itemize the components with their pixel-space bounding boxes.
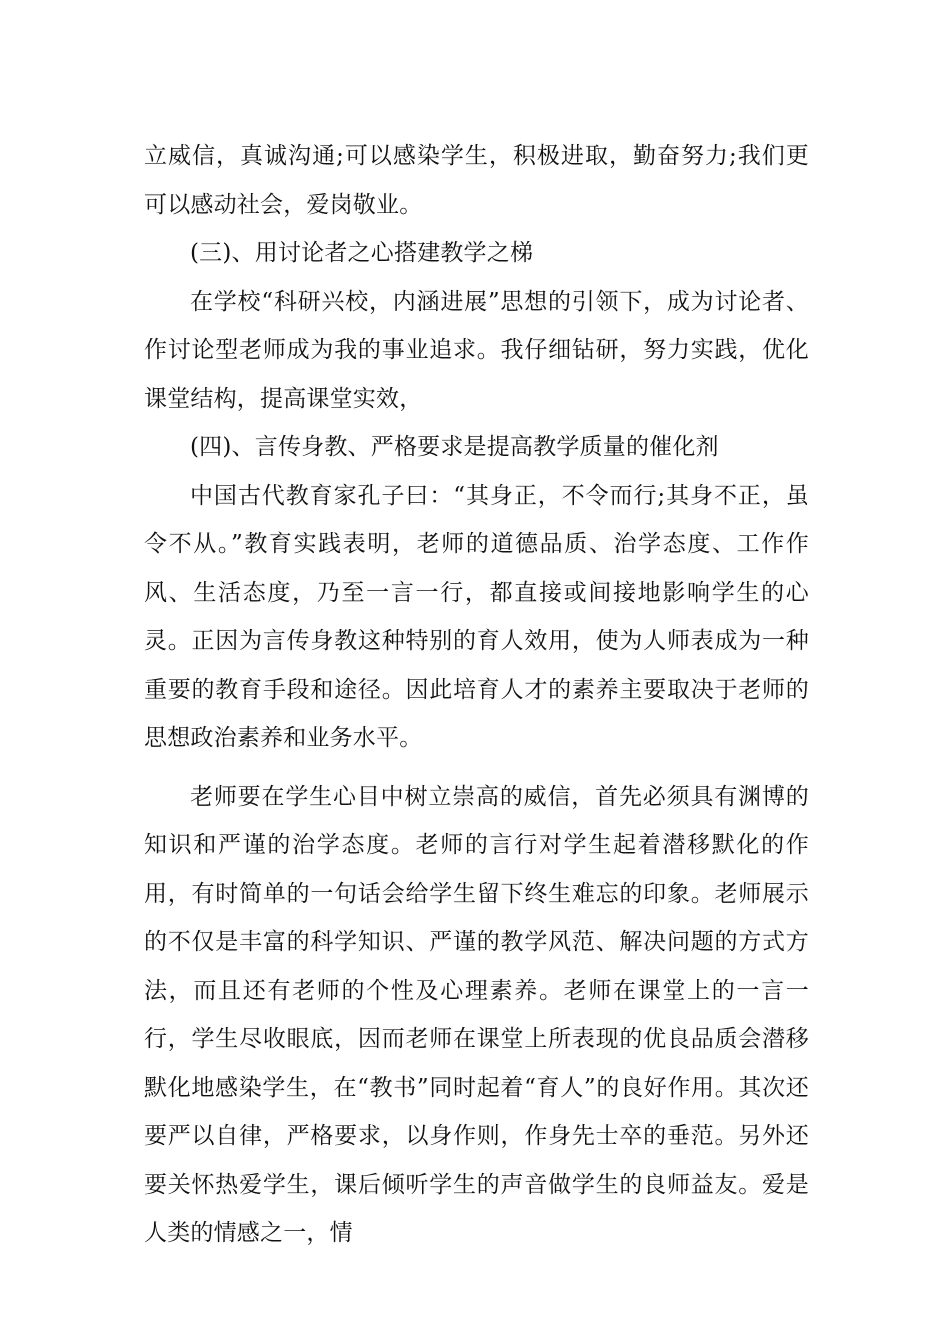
paragraph-teacher-prestige: 老师要在学生心目中树立崇高的威信，首先必须具有渊博的知识和严谨的治学态度。老师的言行对学生起着潜移默化的作用，有时简单的一句话会给学生留下终生难忘的印象。老师展示的不仅是丰富的科学知识、严谨的教学风范、解决问题的方式方法，而且还有老师的个性及心理素养。老师在课堂上的一言一行，学生尽收眼底，因而老师在课堂上所表现的优良品质会潜移默化地感染学生，在“教书”同时起着“育人”的良好作用。其次还要严以自律，严格要求，以身作则，作身先士卒的垂范。另外还要关怀热爱学生，课后倾听学生的声音做学生的良师益友。爱是人类的情感之一，情 bbox=[144, 783, 809, 1246]
paragraph-research: 在学校“科研兴校，内涵进展”思想的引领下，成为讨论者、作讨论型老师成为我的事业追求。我仔细钻研，努力实践，优化课堂结构，提高课堂实效， bbox=[144, 288, 809, 412]
paragraph-continuation: 立威信，真诚沟通;可以感染学生，积极进取，勤奋努力;我们更可以感动社会，爱岗敬业。 bbox=[144, 143, 809, 218]
document-body bbox=[144, 132, 809, 1258]
section-heading-three: (三)、用讨论者之心搭建教学之梯 bbox=[190, 240, 534, 266]
paragraph-confucius: 中国古代教育家孔子曰：“其身正，不令而行;其身不正，虽令不从。”教育实践表明，老师的道德品质、治学态度、工作作风、生活态度，乃至一言一行，都直接或间接地影响学生的心灵。正因为言传身教这种特别的育人效用，使为人师表成为一种重要的教育手段和途径。因此培育人才的素养主要取决于老师的思想政治素养和业务水平。 bbox=[144, 482, 809, 751]
section-heading-four: (四)、言传身教、严格要求是提高教学质量的催化剂 bbox=[190, 434, 719, 460]
